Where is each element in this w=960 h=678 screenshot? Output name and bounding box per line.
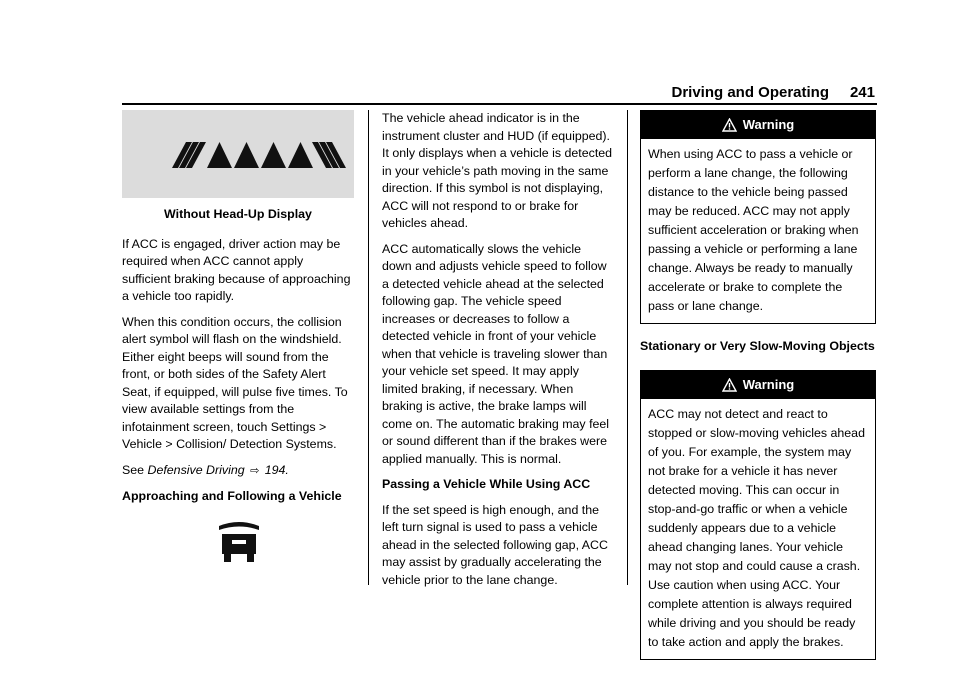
- warning-box: [640, 110, 876, 324]
- column-right: [640, 110, 876, 674]
- paragraph: If the set speed is high enough, and the left turn signal is used to pass a vehicle ahead in the selected following gap, ACC may assist by gradually accelerating the vehicle prior to the lane change.: [382, 502, 608, 587]
- see-reference: See Defensive Driving ⇨ 194.: [122, 462, 354, 481]
- page-number: 241: [849, 84, 875, 101]
- page-header: [122, 84, 877, 105]
- warning-title: Warning: [742, 117, 795, 133]
- column-divider: [627, 110, 628, 585]
- warning-box: [640, 370, 876, 660]
- warning-header: [641, 111, 875, 139]
- warning-triangle-icon: [722, 118, 737, 132]
- warning-triangle-icon: [722, 378, 737, 392]
- subheading: Stationary or Very Slow-Moving Objects: [640, 339, 875, 353]
- paragraph: When this condition occurs, the collision alert symbol will flash on the windshield. Either eight beeps will sound from the front, or both sides of the Safety Alert Seat, if equipped, will pulse five times. To view available settings from the infotainment screen, touch Settings > Vehicle > Collision/ Detection Systems.: [122, 314, 348, 451]
- paragraph: ACC automatically slows the vehicle down and adjusts vehicle speed to follow a detected vehicle ahead at the selected following gap. The vehicle speed increases or decreases to follow a detected vehicle in front of your vehicle when that vehicle is traveling slower than your vehicle set speed. It may apply limited braking, if necessary. When braking is active, the brake lamps will come on. The automatic braking may feel or sound different than if the brakes were applied manually. This is normal.: [382, 241, 610, 466]
- section-title: Driving and Operating: [671, 84, 829, 101]
- defensive-driving-link[interactable]: Defensive Driving: [147, 462, 245, 477]
- paragraph: If ACC is engaged, driver action may be required when ACC cannot apply sufficient braking because of approaching a vehicle too rapidly.: [122, 236, 351, 303]
- collision-alert-icon: [122, 110, 354, 198]
- column-divider: [368, 110, 369, 585]
- column-left: [122, 110, 354, 580]
- vehicle-ahead-figure: [122, 520, 354, 580]
- vehicle-ahead-icon: [216, 520, 262, 566]
- column-middle: [382, 110, 614, 597]
- page-reference[interactable]: 194.: [264, 462, 289, 477]
- subheading: Approaching and Following a Vehicle: [122, 489, 342, 503]
- figure-caption: Without Head-Up Display: [164, 207, 312, 221]
- paragraph: The vehicle ahead indicator is in the instrument cluster and HUD (if equipped). It only displays when a vehicle is detected in your vehicle’s path moving in the same direction. If this symbol is not displaying, ACC will not respond to or brake for vehicles ahead.: [382, 111, 613, 230]
- warning-title: Warning: [742, 376, 795, 392]
- warning-text: When using ACC to pass a vehicle or perform a lane change, the following distance to the vehicle being passed may be reduced. ACC may not apply sufficient acceleration or braking when passing a vehicle or performing a lane change. Always be ready to manually accelerate or brake to complete the pass or lane change.: [648, 147, 859, 313]
- warning-text: ACC may not detect and react to stopped or slow-moving vehicles ahead of you. For example, the system may not brake for a vehicle it has never detected moving. This can occur in stop-and-go traffic or when a vehicle suddenly appears due to a vehicle ahead changing lanes. Your vehicle may not stop and could cause a crash. Use caution when using ACC. Your complete attention is always required while driving and you should be ready to take action and apply the brakes.: [648, 406, 865, 649]
- subheading: Passing a Vehicle While Using ACC: [382, 477, 591, 491]
- page-reference-arrow-icon: ⇨: [250, 464, 260, 477]
- warning-header: [641, 371, 875, 399]
- collision-alert-figure: [122, 110, 354, 198]
